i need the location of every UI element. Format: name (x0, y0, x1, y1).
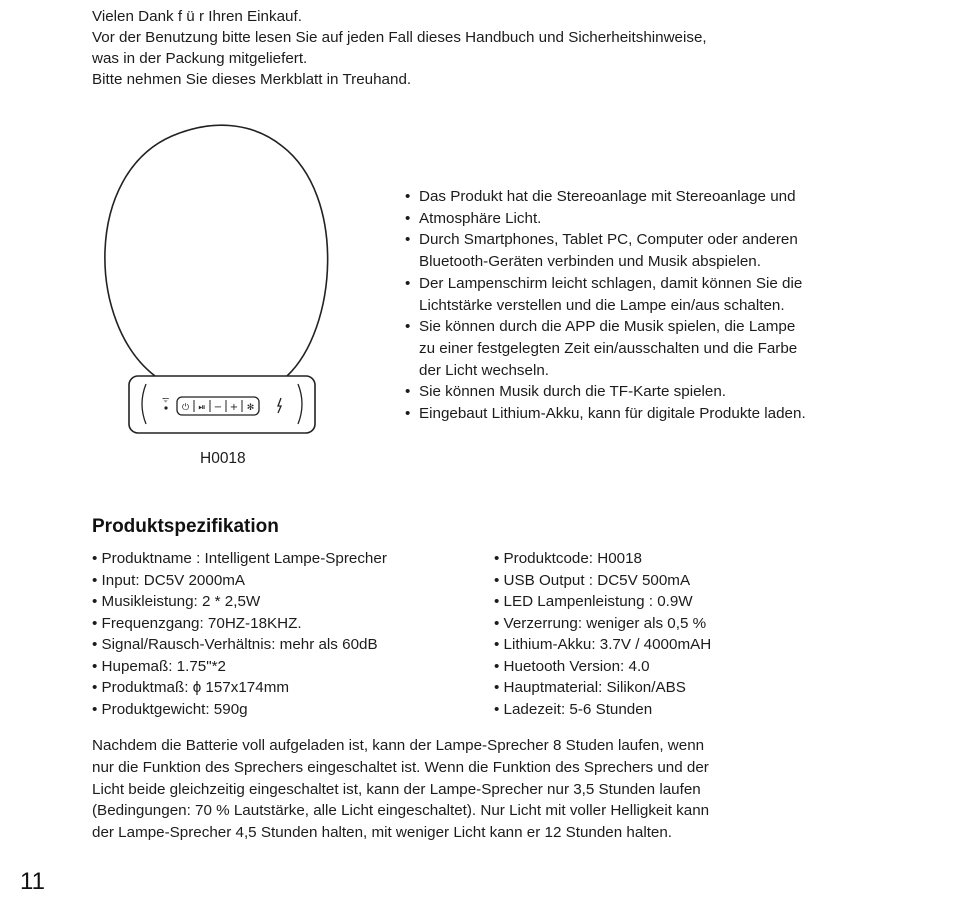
volume-down-icon: − (213, 402, 223, 413)
spec-row (92, 591, 711, 613)
spec-cell: • Ladezeit: 5-6 Stunden (494, 700, 653, 718)
spec-cell: • Signal/Rausch-Verhältnis: mehr als 60dB (92, 636, 378, 653)
feature-item: • Sie können Musik durch die TF-Karte spielen. (405, 381, 806, 403)
spec-cell: • Frequenzgang: 70HZ-18KHZ. (92, 614, 302, 632)
spec-heading: Produktspezifikation (92, 516, 279, 537)
feature-item: • Das Produkt hat die Stereoanlage mit Stereoanlage und (405, 186, 806, 208)
lamp-globe (105, 125, 328, 376)
feature-item: • Durch Smartphones, Tablet PC, Computer oder anderen (405, 229, 806, 251)
spec-cell: • Produktmaß: ϕ 157x174mm (92, 679, 289, 696)
model-label: H0018 (200, 450, 246, 467)
spec-cell: • LED Lampenleistung : 0.9W (494, 593, 693, 610)
power-icon: ⏻ (181, 403, 190, 413)
volume-up-icon: + (229, 402, 239, 413)
feature-item: • Sie können durch die APP die Musik spielen, die Lampe (405, 316, 806, 338)
spec-cell: • Hupemaß: 1.75"*2 (92, 657, 226, 675)
spec-cell: • Produktcode: H0018 (494, 550, 643, 567)
feature-list (405, 186, 806, 425)
note-line: (Bedingungen: 70 % Lautstärke, alle Licht eingeschaltet). Nur Licht mit voller Helligkeit kann (92, 802, 710, 820)
lamp-illustration (92, 114, 332, 444)
svg-text:ᯤ: ᯤ (162, 395, 170, 404)
spec-cell: • Input: DC5V 2000mA (92, 571, 246, 589)
feature-continuation: zu einer festgelegten Zeit ein/ausschalten und die Farbe (419, 339, 798, 357)
feature-continuation: Atmosphäre Licht. (419, 209, 542, 227)
feature-item: • Eingebaut Lithium-Akku, kann für digitale Produkte laden. (405, 403, 806, 425)
note-line: der Lampe-Sprecher 4,5 Stunden halten, mit weniger Licht kann er 12 Stunden halten. (92, 824, 673, 842)
spec-cell: • USB Output : DC5V 500mA (494, 571, 691, 589)
spec-cell: • Verzerrung: weniger als 0,5 % (494, 614, 707, 632)
intro-line: Vielen Dank f ü r Ihren Einkauf. (92, 8, 302, 25)
feature-item (405, 208, 806, 230)
spec-row (92, 570, 711, 592)
note-line: Nachdem die Batterie voll aufgeladen ist, kann der Lampe-Sprecher 8 Studen laufen, wenn (92, 737, 705, 754)
intro-text (92, 6, 707, 90)
spec-cell: • Produktname : Intelligent Lampe-Sprecher (92, 550, 387, 567)
feature-item: • Der Lampenschirm leicht schlagen, damit können Sie die (405, 273, 806, 295)
intro-line: was in der Packung mitgeliefert. (92, 50, 308, 67)
page-number: 11 (20, 868, 45, 895)
spec-cell: • Musikleistung: 2 * 2,5W (92, 593, 261, 610)
spec-cell: • Lithium-Akku: 3.7V / 4000mAH (494, 636, 712, 653)
feature-continuation: Lichtstärke verstellen und die Lampe ein/aus schalten. (419, 296, 785, 314)
spec-cell: • Huetooth Version: 4.0 (494, 657, 650, 675)
spec-row (92, 548, 711, 570)
note-line: nur die Funktion des Sprechers eingeschaltet ist. Wenn die Funktion des Sprechers und der (92, 758, 709, 776)
spec-row (92, 634, 711, 656)
light-icon: ✻ (246, 403, 255, 413)
feature-continuation: der Licht wechseln. (419, 361, 550, 379)
spec-row (92, 677, 711, 699)
spec-row (92, 613, 711, 635)
note-line: Licht beide gleichzeitig eingeschaltet ist, kann der Lampe-Sprecher nur 3,5 Stunden laufen (92, 780, 701, 798)
spec-table (92, 548, 711, 720)
spec-cell: • Produktgewicht: 590g (92, 700, 248, 718)
play-pause-icon: ⏯ (198, 403, 206, 413)
feature-continuation: Bluetooth-Geräten verbinden und Musik abspielen. (419, 253, 761, 271)
intro-line: Bitte nehmen Sie dieses Merkblatt in Treuhand. (92, 71, 412, 88)
intro-line: Vor der Benutzung bitte lesen Sie auf jeden Fall dieses Handbuch und Sicherheitshinweise, (92, 29, 707, 46)
spec-row (92, 656, 711, 678)
spec-cell: • Hauptmaterial: Silikon/ABS (494, 679, 686, 696)
spec-row (92, 699, 711, 721)
battery-note (92, 735, 892, 844)
